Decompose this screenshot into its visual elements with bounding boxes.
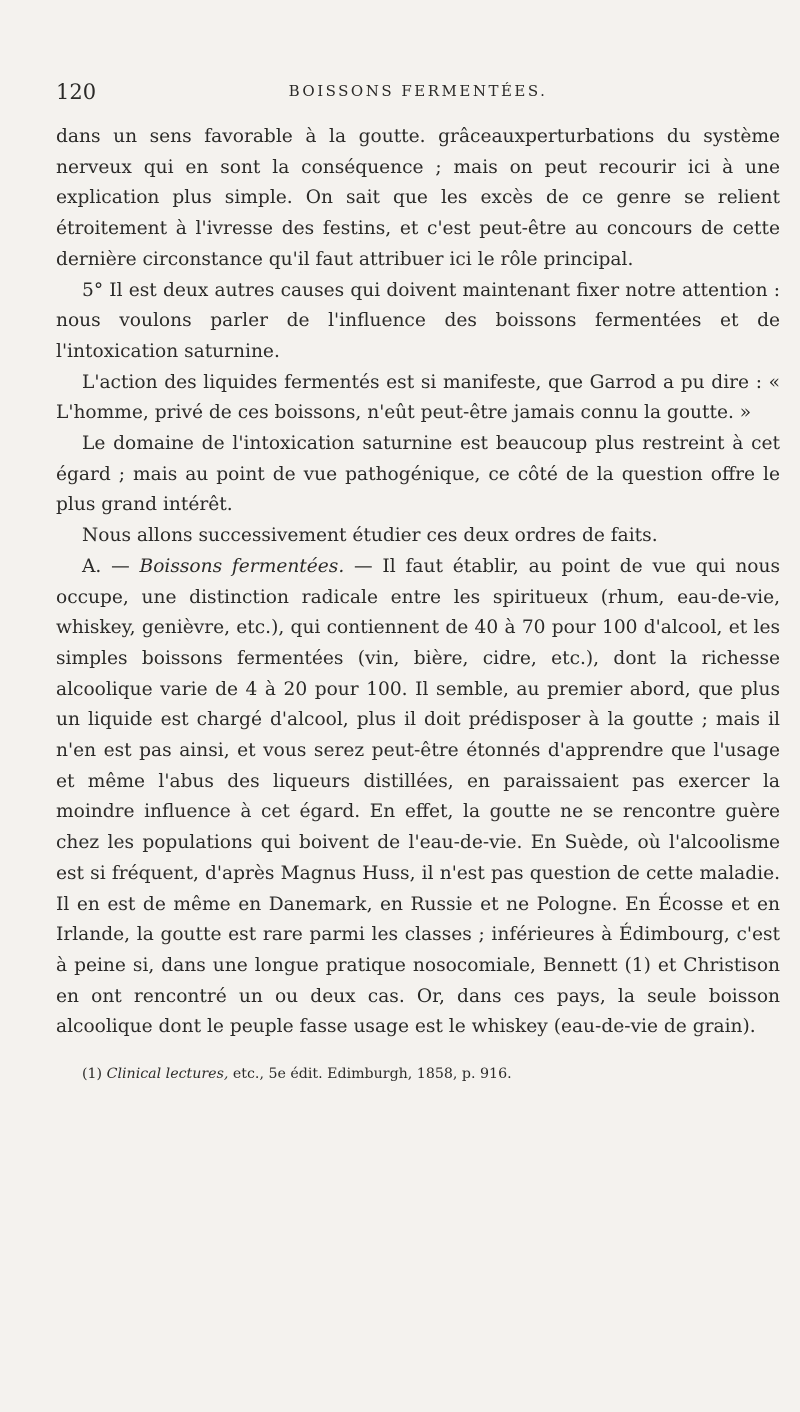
paragraph-transition: Nous allons successivement étudier ces deux ordres de faits. (82, 525, 658, 547)
footnote-marker: (1) (82, 1066, 103, 1083)
page-header (56, 80, 780, 110)
paragraph-continuation: dans un sens favorable à la goutte. grâceauxperturbations du système nerveux qui en sont la conséquence ; mais on peut recourir ici à une explication plus simple. On sait que les excès de ce genre se relient étroitement à l'ivresse des festins, et c'est peut-être au concours de cette dernière circonstance qu'il faut attribuer ici le rôle principal. (56, 126, 780, 270)
footnote-1 (82, 1063, 780, 1085)
paragraph-garrod: L'action des liquides fermentés est si manifeste, que Garrod a pu dire : « L'homme, privé de ces boissons, n'eût peut-être jamais connu la goutte. » (56, 371, 780, 424)
footnotes (56, 1063, 780, 1085)
section-a-text: — Il faut établir, au point de vue qui nous occupe, une distinction radicale entre les spiritueux (rhum, eau-de-vie, whiskey, genièvre, etc.), qui contiennent de 40 à 70 pour 100 d'alcool, et les simples boissons fermentées (vin, bière, cidre, etc.), dont la richesse alcoolique varie de 4 à 20 pour 100. Il semble, au premier abord, que plus un liquide est chargé d'alcool, plus il doit prédisposer à la goutte ; mais il n'en est pas ainsi, et vous serez peut-être étonnés d'apprendre que l'usage et même l'abus des liqueurs distillées, en paraissaient pas exercer la moindre influence à cet égard. En effet, la goutte ne se rencontre guère chez les populations qui boivent de l'eau-de-vie. En Suède, où l'alcoolisme est si fréquent, d'après Magnus Huss, il n'est pas question de cette maladie. Il en est de même en Danemark, en Russie et ne Pologne. En Écosse et en Irlande, la goutte est rare parmi les classes ; inférieures à Édimbourg, c'est à peine si, dans une longue pratique nosocomiale, Bennett (1) et Christison en ont rencontré un ou deux cas. Or, dans ces pays, la seule boisson alcoolique dont le peuple fasse usage est le whiskey (eau-de-vie de grain). (56, 555, 781, 1038)
body-text (56, 122, 780, 1043)
footnote-title: Clinical lectures, (106, 1066, 229, 1083)
paragraph-saturnine: Le domaine de l'intoxication saturnine est beaucoup plus restreint à cet égard ; mais au point de vue pathogénique, ce côté de la question offre le plus grand intérêt. (56, 433, 780, 516)
section-a-label: A. — (82, 555, 130, 577)
running-title: BOISSONS FERMENTÉES. (288, 82, 548, 100)
paragraph-causes: 5° Il est deux autres causes qui doivent maintenant fixer notre attention : nous voulons parler de l'influence des boissons fermentées et de l'intoxication saturnine. (56, 279, 780, 362)
paragraph-section-a (56, 552, 780, 1043)
section-a-title: Boissons fermentées. (139, 555, 345, 577)
page-number: 120 (56, 80, 97, 104)
book-page (56, 80, 780, 1085)
footnote-text: etc., 5e édit. Edimburgh, 1858, p. 916. (232, 1066, 512, 1083)
